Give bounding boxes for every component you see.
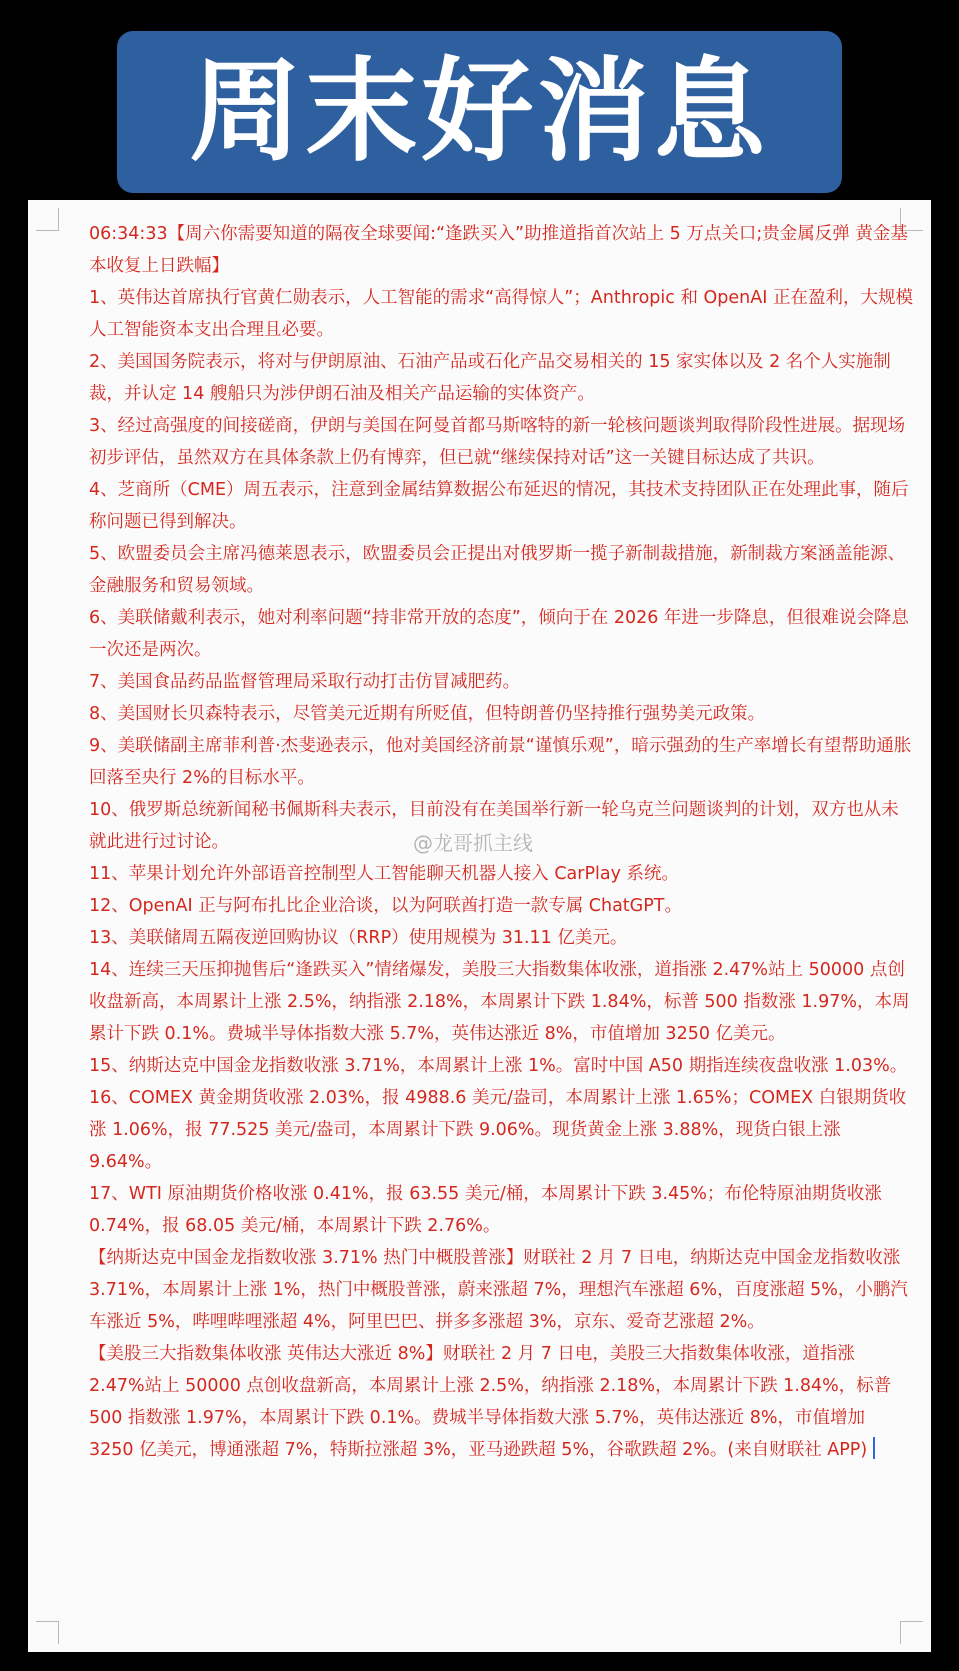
- page-corner-mark: [36, 208, 59, 231]
- text-cursor: [873, 1437, 875, 1459]
- news-item-6: 6、美联储戴利表示，她对利率问题“持非常开放的态度”，倾向于在 2026 年进一步降息，但很难说会降息一次还是两次。: [89, 608, 909, 660]
- news-item-2: 2、美国国务院表示，将对与伊朗原油、石油产品或石化产品交易相关的 15 家实体以及 2 名个人实施制裁，并认定 14 艘船只为涉伊朗石油及相关产品运输的实体资产。: [89, 352, 891, 404]
- news-item-12: 12、OpenAI 正与阿布扎比企业洽谈，以为阿联酋打造一款专属 ChatGPT。: [89, 896, 682, 916]
- news-item-us-indices: [89, 1338, 915, 1466]
- page-corner-mark: [900, 1621, 923, 1644]
- news-item-4: 4、芝商所（CME）周五表示，注意到金属结算数据公布延迟的情况，其技术支持团队正在处理此事，随后称问题已得到解决。: [89, 480, 909, 532]
- title-banner: [117, 31, 842, 193]
- news-item-16: 16、COMEX 黄金期货收涨 2.03%，报 4988.6 美元/盎司，本周累计上涨 1.65%；COMEX 白银期货收涨 1.06%，报 77.525 美元/盎司，本周累计下跌 9.06%。现货黄金上涨 3.88%，现货白银上涨 9.64%。: [89, 1088, 907, 1172]
- news-item-13: 13、美联储周五隔夜逆回购协议（RRP）使用规模为 31.11 亿美元。: [89, 928, 628, 948]
- news-item-15: 15、纳斯达克中国金龙指数收涨 3.71%，本周累计上涨 1%。富时中国 A50 期指连续夜盘收涨 1.03%。: [89, 1056, 908, 1076]
- watermark: @龙哥抓主线: [413, 831, 533, 855]
- news-item-14: 14、连续三天压抑抛售后“逢跌买入”情绪爆发，美股三大指数集体收涨，道指涨 2.47%站上 50000 点创收盘新高，本周累计上涨 2.5%，纳指涨 2.18%，本周累计下跌 1.84%，标普 500 指数涨 1.97%，本周累计下跌 0.1%。费城半导体指数大涨 5.7%，英伟达涨近 8%，市值增加 3250 亿美元。: [89, 960, 910, 1044]
- document-page: [28, 200, 931, 1652]
- page-corner-mark: [36, 1621, 59, 1644]
- news-item-11: 11、苹果计划允许外部语音控制型人工智能聊天机器人接入 CarPlay 系统。: [89, 864, 680, 884]
- news-item-china-stocks: 【纳斯达克中国金龙指数收涨 3.71% 热门中概股普涨】财联社 2 月 7 日电，纳斯达克中国金龙指数收涨 3.71%，本周累计上涨 1%，热门中概股普涨，蔚来涨超 7%，理想汽车涨超 6%，百度涨超 5%，小鹏汽车涨近 5%，哔哩哔哩涨超 4%，阿里巴巴、拼多多涨超 3%，京东、爱奇艺涨超 2%。: [89, 1248, 908, 1332]
- banner-title: 周末好消息: [189, 47, 770, 177]
- news-item-5: 5、欧盟委员会主席冯德莱恩表示，欧盟委员会正提出对俄罗斯一揽子新制裁措施，新制裁方案涵盖能源、金融服务和贸易领域。: [89, 544, 906, 596]
- news-item-1: 1、英伟达首席执行官黄仁勋表示，人工智能的需求“高得惊人”；Anthropic 和 OpenAI 正在盈利，大规模人工智能资本支出合理且必要。: [89, 288, 913, 340]
- news-item-7: 7、美国食品药品监督管理局采取行动打击仿冒减肥药。: [89, 672, 521, 692]
- news-item-17: 17、WTI 原油期货价格收涨 0.41%，报 63.55 美元/桶，本周累计下跌 3.45%；布伦特原油期货收涨 0.74%，报 68.05 美元/桶，本周累计下跌 2.76%。: [89, 1184, 882, 1236]
- headline-paragraph: 06:34:33【周六你需要知道的隔夜全球要闻:“逢跌买入”助推道指首次站上 5 万点关口;贵金属反弹 黄金基本收复上日跌幅】: [89, 224, 908, 276]
- news-item-us-indices-text: 【美股三大指数集体收涨 英伟达大涨近 8%】财联社 2 月 7 日电，美股三大指数集体收涨，道指涨 2.47%站上 50000 点创收盘新高，本周累计上涨 2.5%，纳指涨 2.18%，本周累计下跌 1.84%，标普 500 指数涨 1.97%，本周累计下跌 0.1%。费城半导体指数大涨 5.7%，英伟达涨近 8%，市值增加 3250 亿美元，博通涨超 7%，特斯拉涨超 3%，亚马逊跌超 5%，谷歌跌超 2%。(来自财联社 APP): [89, 1344, 892, 1460]
- news-item-8: 8、美国财长贝森特表示，尽管美元近期有所贬值，但特朗普仍坚持推行强势美元政策。: [89, 704, 766, 724]
- news-item-10: 10、俄罗斯总统新闻秘书佩斯科夫表示，目前没有在美国举行新一轮乌克兰问题谈判的计划，双方也从未就此进行过讨论。: [89, 800, 899, 852]
- news-item-9: 9、美联储副主席菲利普·杰斐逊表示，他对美国经济前景“谨慎乐观”，暗示强劲的生产率增长有望帮助通胀回落至央行 2%的目标水平。: [89, 736, 912, 788]
- news-item-3: 3、经过高强度的间接磋商，伊朗与美国在阿曼首都马斯喀特的新一轮核问题谈判取得阶段性进展。据现场初步评估，虽然双方在具体条款上仍有博弈，但已就“继续保持对话”这一关键目标达成了共识。: [89, 416, 906, 468]
